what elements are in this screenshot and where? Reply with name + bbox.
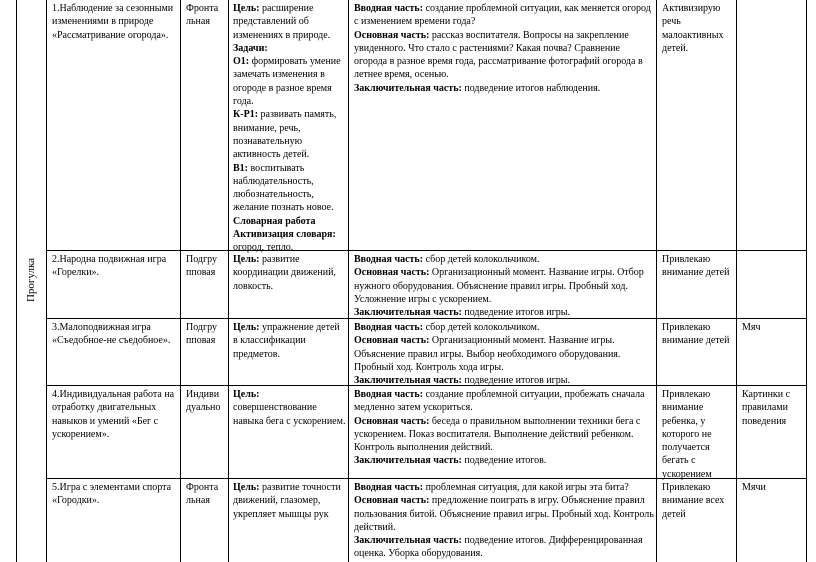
paragraph-label: Основная часть: <box>354 415 430 427</box>
paragraph <box>354 415 654 455</box>
paragraph <box>354 494 654 534</box>
individual-work-cell: Привлекаю внимание детей <box>662 322 730 347</box>
form-cell: Подгру пповая <box>186 254 217 279</box>
paragraph-text: огород, тепло. <box>233 242 294 254</box>
content-cell <box>354 2 654 95</box>
form-cell: Подгру пповая <box>186 322 217 347</box>
form-cell: Фронта льная <box>186 482 219 507</box>
paragraph-text: упражнение детей в классификации предметов. <box>233 322 340 360</box>
materials-cell: Мячи <box>742 482 766 493</box>
paragraph-label: Вводная часть: <box>354 3 424 14</box>
paragraph <box>354 374 654 387</box>
paragraph-text: создание проблемной ситуации, как меняется огород с изменением времени года? <box>354 3 651 28</box>
paragraph-label: Заключительная часть: <box>354 307 462 319</box>
paragraph <box>233 55 346 108</box>
paragraph <box>233 108 346 161</box>
paragraph-label: К-Р1: <box>233 109 259 121</box>
paragraph-text: подведение итогов наблюдения. <box>461 82 601 94</box>
paragraph-text: Организационный момент. Название игры. Отбор нужного оборудования. Объяснение правил игры. Пробный ход. Усложнение игры с ускорением. <box>354 267 644 305</box>
paragraph <box>354 29 654 82</box>
paragraph-text: рассказ воспитателя. Вопросы на закрепление увиденного. Что стало с растениями? Какая почва? Сравнение огорода в разное время года, рассматривание фотографий огорода в летнее время, осенью. <box>354 29 643 81</box>
paragraph-text: развивать память, внимание, речь, познавательную активность детей. <box>233 109 337 161</box>
goal-cell <box>233 253 346 293</box>
paragraph-label: Цель: <box>233 482 260 493</box>
paragraph <box>233 42 346 55</box>
activity-cell: 2.Народна подвижная игра «Горелки». <box>52 254 167 279</box>
paragraph-label: Заключительная часть: <box>354 455 462 467</box>
paragraph <box>233 253 346 293</box>
paragraph-label: Заключительная часть: <box>354 82 462 94</box>
paragraph-label: Цель: <box>233 389 260 400</box>
paragraph-label: Задачи: <box>233 42 268 54</box>
paragraph-label: Словарная работа <box>233 215 316 227</box>
paragraph-text: сбор детей колокольчиком. <box>423 322 540 333</box>
paragraph-label: Основная часть: <box>354 495 430 507</box>
paragraph-label: Основная часть: <box>354 267 430 279</box>
paragraph <box>354 2 654 29</box>
activity-cell: 1.Наблюдение за сезонными изменениями в природе «Рассматривание огорода». <box>52 3 174 41</box>
paragraph <box>354 481 654 494</box>
paragraph-text: совершенствование навыка бега с ускорением. <box>233 402 346 427</box>
paragraph-label: Заключительная часть: <box>354 375 462 387</box>
goal-cell <box>233 388 346 428</box>
paragraph <box>354 266 654 306</box>
paragraph-label: Цель: <box>233 3 260 14</box>
paragraph <box>354 321 654 334</box>
goal-cell <box>233 481 346 521</box>
paragraph-label: Вводная часть: <box>354 322 424 333</box>
paragraph <box>354 334 654 374</box>
paragraph <box>233 481 346 521</box>
paragraph-text: подведение итогов игры. <box>461 375 570 387</box>
paragraph <box>354 82 654 95</box>
activity-cell: 4.Индивидуальная работа на отработку двигательных навыков и умений «Бег с ускорением». <box>52 389 175 440</box>
paragraph-label: Вводная часть: <box>354 389 424 400</box>
paragraph <box>354 388 654 415</box>
paragraph-text: воспитывать наблюдательность, любознательность, желание познать новое. <box>233 162 334 214</box>
individual-work-cell: Привлекаю внимание всех детей <box>662 482 725 520</box>
paragraph-label: Активизация словаря: <box>233 229 336 241</box>
paragraph-label: Цель: <box>233 254 260 265</box>
individual-work-cell: Привлекаю внимание ребенка, у которого не получается бегать с ускорением <box>662 389 712 480</box>
goal-cell <box>233 2 346 255</box>
paragraph <box>233 162 346 215</box>
paragraph-label: Вводная часть: <box>354 482 424 493</box>
paragraph-text: создание проблемной ситуации, пробежать сначала медленно затем ускориться. <box>354 389 645 414</box>
form-cell: Фронта льная <box>186 3 219 28</box>
paragraph <box>233 2 346 42</box>
form-cell: Индиви дуально <box>186 389 221 414</box>
content-cell <box>354 253 654 319</box>
content-cell <box>354 388 654 468</box>
paragraph-text: предложение поиграть в игру. Объяснение правил пользования битой. Объяснение правил игры. Пробный ход. Контроль действий. <box>354 495 654 533</box>
activity-cell: 5.Игра с элементами спорта «Городки». <box>52 482 172 507</box>
paragraph-text: подведение итогов игры. <box>461 307 570 319</box>
paragraph-text: беседа о правильном выполнении техники бега с ускорением. Показ воспитателя. Выполнение действий ребенком. Контроль выполнения действий. <box>354 415 641 454</box>
individual-work-cell: Активизирую речь малоактивных детей. <box>662 3 724 54</box>
goal-cell <box>233 321 346 361</box>
paragraph-label: Основная часть: <box>354 335 430 347</box>
paragraph <box>354 253 654 266</box>
paragraph-text: Организационный момент. Название игры. Объяснение правил игры. Выбор необходимого оборудования. Пробный ход. Контроль хода игры. <box>354 335 621 373</box>
paragraph <box>233 321 346 361</box>
paragraph-text: сбор детей колокольчиком. <box>423 254 540 265</box>
paragraph-label: Вводная часть: <box>354 254 424 265</box>
paragraph-label: В1: <box>233 162 248 174</box>
materials-cell: Картинки с правилами поведения <box>742 389 791 427</box>
paragraph-text: формировать умение замечать изменения в огороде в разное время года. <box>233 56 341 108</box>
paragraph-label: О1: <box>233 56 250 68</box>
materials-cell: Мяч <box>742 322 761 333</box>
paragraph-text: расширение представлений об изменениях в природе. <box>233 3 331 41</box>
paragraph-text: развитие координации движений, ловкость. <box>233 254 336 292</box>
paragraph <box>354 454 654 467</box>
paragraph <box>354 306 654 319</box>
paragraph-text: подведение итогов. <box>461 455 547 467</box>
paragraph-text: проблемная ситуация, для какой игры эта бита? <box>423 482 629 493</box>
paragraph-label: Заключительная часть: <box>354 535 462 547</box>
paragraph-text: подведение итогов. Дифференцированная оценка. Уборка оборудования. <box>354 535 643 560</box>
paragraph <box>233 215 346 228</box>
activity-cell: 3.Малоподвижная игра «Съедобное-не съедобное». <box>52 322 171 347</box>
content-cell <box>354 321 654 387</box>
paragraph <box>233 228 346 255</box>
content-cell <box>354 481 654 561</box>
paragraph-text: развитие точности движений, глазомер, укрепляет мышцы рук <box>233 482 341 520</box>
paragraph <box>354 534 654 561</box>
section-label: Прогулка <box>25 257 37 303</box>
paragraph-label: Основная часть: <box>354 29 430 41</box>
paragraph <box>233 388 346 428</box>
individual-work-cell: Привлекаю внимание детей <box>662 254 730 279</box>
paragraph-label: Цель: <box>233 322 260 333</box>
